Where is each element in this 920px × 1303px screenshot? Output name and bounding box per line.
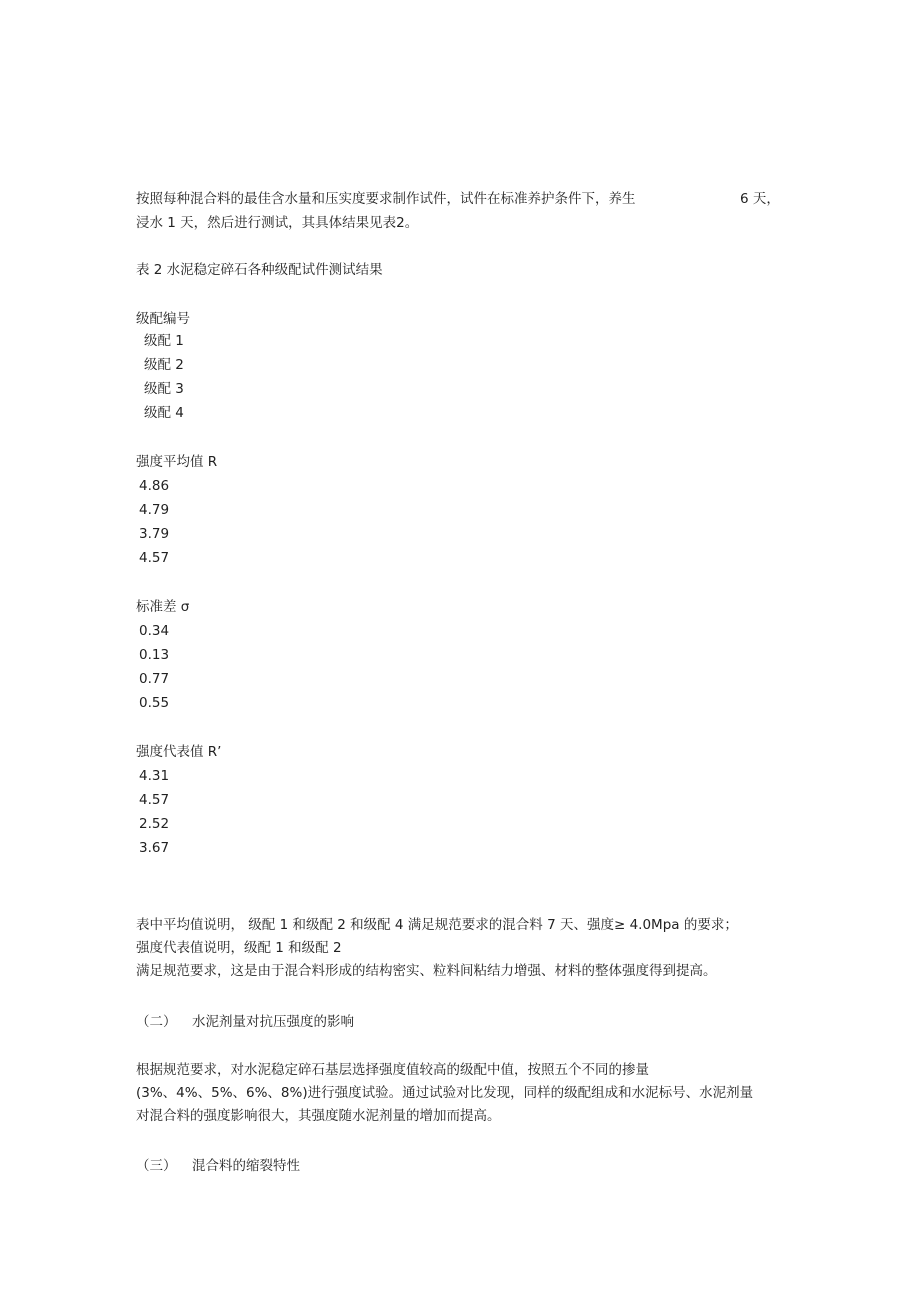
table-caption: 表 2 水泥稳定碎石各种级配试件测试结果 xyxy=(136,262,383,278)
section-2-line-2: (3%、4%、5%、6%、8%)进行强度试验。通过试验对比发现，同样的级配组成和水泥标号、水泥剂量 xyxy=(136,1085,754,1101)
std-value-1: 0.34 xyxy=(139,623,170,639)
section-2-number: （二） xyxy=(136,1014,177,1030)
intro-line-1-tail: 6 天， xyxy=(740,191,780,207)
intro-line-2: 浸水 1 天，然后进行测试，其具体结果见表2。 xyxy=(136,215,419,231)
section-2-line-3: 对混合料的强度影响很大，其强度随水泥剂量的增加而提高。 xyxy=(136,1108,501,1124)
section-3-number: （三） xyxy=(136,1158,177,1174)
mean-value-4: 4.57 xyxy=(139,550,170,566)
grading-value-3: 级配 3 xyxy=(144,381,184,397)
std-value-3: 0.77 xyxy=(139,671,170,687)
section-3-heading xyxy=(136,1156,300,1176)
mean-header: 强度平均值 R xyxy=(136,454,218,470)
rep-value-1: 4.31 xyxy=(139,768,170,784)
std-value-2: 0.13 xyxy=(139,647,170,663)
rep-value-4: 3.67 xyxy=(139,840,170,856)
grading-value-4: 级配 4 xyxy=(144,405,184,421)
std-value-4: 0.55 xyxy=(139,695,170,711)
intro-line-1: 按照每种混合料的最佳含水量和压实度要求制作试件，试件在标准养护条件下，养生 xyxy=(136,191,636,207)
mean-value-3: 3.79 xyxy=(139,526,170,542)
explain-line-1: 表中平均值说明， 级配 1 和级配 2 和级配 4 满足规范要求的混合料 7 天、强度≥ 4.0Mpa 的要求； xyxy=(136,917,738,933)
std-header: 标准差 σ xyxy=(136,599,190,615)
section-3-title: 混合料的缩裂特性 xyxy=(192,1158,300,1174)
rep-value-2: 4.57 xyxy=(139,792,170,808)
section-2-title: 水泥剂量对抗压强度的影响 xyxy=(192,1014,354,1030)
mean-value-2: 4.79 xyxy=(139,502,170,518)
grading-value-2: 级配 2 xyxy=(144,357,184,373)
rep-value-3: 2.52 xyxy=(139,816,170,832)
section-2-heading xyxy=(136,1012,354,1032)
explain-line-3: 满足规范要求，这是由于混合料形成的结构密实、粒料间粘结力增强、材料的整体强度得到提高。 xyxy=(136,963,717,979)
section-2-line-1: 根据规范要求，对水泥稳定碎石基层选择强度值较高的级配中值，按照五个不同的掺量 xyxy=(136,1062,649,1078)
grading-header: 级配编号 xyxy=(136,311,190,327)
mean-value-1: 4.86 xyxy=(139,478,170,494)
explain-line-2: 强度代表值说明，级配 1 和级配 2 xyxy=(136,940,342,956)
rep-header: 强度代表值 R’ xyxy=(136,744,222,760)
grading-value-1: 级配 1 xyxy=(144,333,184,349)
